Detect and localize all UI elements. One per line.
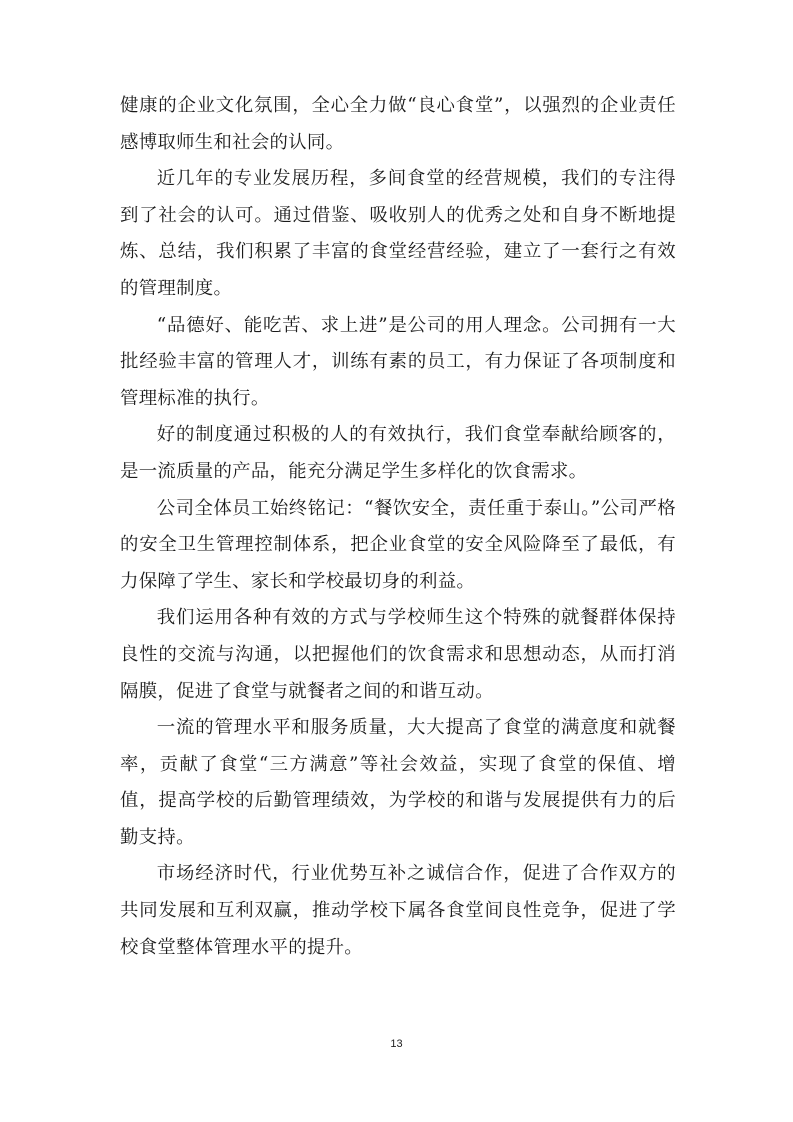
paragraph-4: 好的制度通过积极的人的有效执行，我们食堂奉献给顾客的，是一流质量的产品，能充分满足学生多样化的饮食需求。 xyxy=(120,424,676,482)
paragraph-3: “品德好、能吃苦、求上进”是公司的用人理念。公司拥有一大批经验丰富的管理人才，训练有素的员工，有力保证了各项制度和管理标准的执行。 xyxy=(120,314,676,409)
paragraph-5: 公司全体员工始终铭记：“餐饮安全，责任重于泰山。”公司严格的安全卫生管理控制体系，把企业食堂的安全风险降至了最低，有力保障了学生、家长和学校最切身的利益。 xyxy=(120,497,676,592)
body-text xyxy=(120,88,676,966)
page-number: 13 xyxy=(390,1038,403,1050)
paragraph-6: 我们运用各种有效的方式与学校师生这个特殊的就餐群体保持良性的交流与沟通，以把握他们的饮食需求和思想动态，从而打消隔膜，促进了食堂与就餐者之间的和谐互动。 xyxy=(120,607,676,702)
paragraph-2: 近几年的专业发展历程，多间食堂的经营规模，我们的专注得到了社会的认可。通过借鉴、吸收别人的优秀之处和自身不断地提炼、总结，我们积累了丰富的食堂经营经验，建立了一套行之有效的管理制度。 xyxy=(120,168,676,299)
paragraph-8: 市场经济时代，行业优势互补之诚信合作，促进了合作双方的共同发展和互利双赢，推动学校下属各食堂间良性竞争，促进了学校食堂整体管理水平的提升。 xyxy=(120,863,676,958)
paragraph-1: 健康的企业文化氛围，全心全力做“良心食堂”，以强烈的企业责任感博取师生和社会的认同。 xyxy=(120,95,676,153)
paragraph-7: 一流的管理水平和服务质量，大大提高了食堂的满意度和就餐率，贡献了食堂“三方满意”等社会效益，实现了食堂的保值、增值，提高学校的后勤管理绩效，为学校的和谐与发展提供有力的后勤支持。 xyxy=(120,717,676,848)
